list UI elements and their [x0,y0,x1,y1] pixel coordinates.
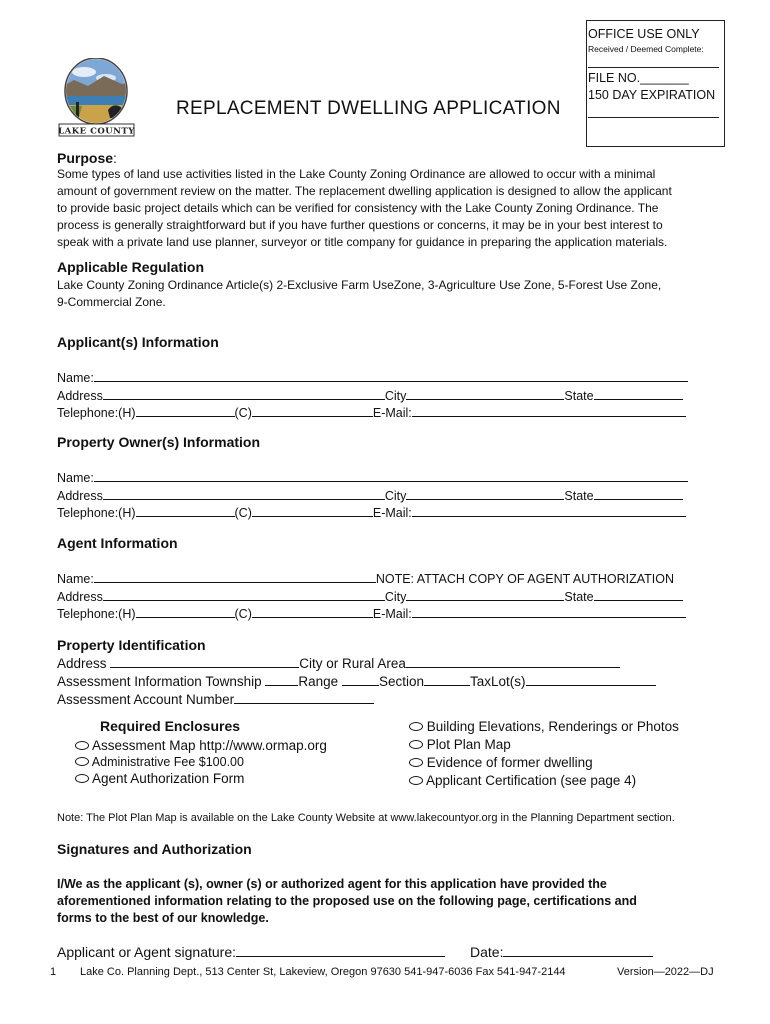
enclosure-label: Plot Plan Map [426,737,511,752]
address-label: Address [57,388,103,403]
section-label: Section [378,674,424,689]
signatures-heading: Signatures and Authorization [57,841,252,857]
state-label: State [564,589,594,604]
date-field[interactable] [503,944,653,957]
enclosure-label: Agent Authorization Form [92,771,245,786]
email-label: E-Mail: [372,607,412,621]
account-row [57,691,697,709]
city-rural-label: City or Rural Area [299,656,406,671]
range-field[interactable] [342,673,379,686]
enclosure-radio[interactable] [409,758,423,767]
enclosure-radio[interactable] [75,774,89,783]
logo-graphic [56,58,136,140]
taxlot-label: TaxLot(s) [469,674,526,689]
taxlot-field[interactable] [526,673,656,686]
enclosure-label: Assessment Map http://www.ormap.org [92,738,327,753]
footer-address: Lake Co. Planning Dept., 513 Center St, Lakeview, Oregon 97630 541-947-6036 Fax 541-947-2144 [80,966,566,978]
agent-city-field[interactable] [406,588,564,601]
enclosure-item-left [75,755,244,769]
account-field[interactable] [234,691,374,704]
agent-fields [57,570,717,623]
range-label: Range [298,674,339,689]
enclosure-item-right [409,773,636,788]
owner-fields [57,469,697,522]
date-row [470,944,653,960]
purpose-line: Some types of land use activities listed in the Lake County Zoning Ordinance are allowed to occur with a minimal [57,167,656,181]
name-label: Name: [57,371,94,385]
office-use-title: OFFICE USE ONLY [588,27,700,41]
logo-text: LAKE COUNTY [58,126,135,137]
applicant-heading: Applicant(s) Information [57,334,219,350]
received-label: Received / Deemed Complete: [588,44,704,54]
township-field[interactable] [265,673,298,686]
c-label: (C) [234,506,252,520]
enclosure-label: Evidence of former dwelling [426,755,593,770]
address-label: Address [57,488,103,503]
name-label: Name: [57,471,94,485]
regulation-heading: Applicable Regulation [57,259,205,275]
signature-field[interactable] [236,944,445,957]
owner-address-row [57,487,697,505]
applicant-address-field[interactable] [103,387,385,400]
agent-state-field[interactable] [594,588,683,601]
enclosure-item-right [409,755,593,770]
statement-line: I/We as the applicant (s), owner (s) or authorized agent for this application have provided the [57,877,607,891]
enclosure-label: Administrative Fee $100.00 [91,755,244,769]
applicant-telephone-row [57,404,697,422]
expiration-line [588,117,719,118]
property-address-field[interactable] [110,655,299,668]
file-no-label: FILE NO._______ [588,71,689,85]
city-label: City [384,589,407,604]
property-heading: Property Identification [57,637,206,653]
owner-phone-h-field[interactable] [136,504,235,517]
assessment-row [57,673,697,691]
enclosure-radio[interactable] [409,740,423,749]
footer-version: Version—2022—DJ [617,966,714,978]
agent-address-field[interactable] [103,588,385,601]
applicant-address-row [57,387,697,405]
applicant-phone-c-field[interactable] [252,404,373,417]
enclosure-radio[interactable] [75,757,89,766]
authorization-statement [57,876,737,927]
applicant-city-field[interactable] [406,387,564,400]
enclosure-item-left [75,738,327,753]
owner-name-field[interactable] [94,469,688,482]
property-address-row [57,655,697,673]
owner-email-field[interactable] [412,504,686,517]
applicant-name-field[interactable] [94,369,688,382]
regulation-line: Lake County Zoning Ordinance Article(s) 2-Exclusive Farm UseZone, 3-Agriculture Use Zone, 5-Forest Use Zone, [57,278,662,292]
regulation-line: 9-Commercial Zone. [57,295,166,309]
applicant-phone-h-field[interactable] [136,404,235,417]
agent-email-field[interactable] [412,605,686,618]
state-label: State [564,388,594,403]
owner-address-field[interactable] [103,487,385,500]
property-fields [57,655,697,709]
agent-name-row [57,570,717,588]
owner-state-field[interactable] [594,487,683,500]
account-label: Assessment Account Number [57,692,235,707]
c-label: (C) [234,607,252,621]
page-title: REPLACEMENT DWELLING APPLICATION [176,98,561,119]
date-label: Date: [470,944,504,960]
agent-name-field[interactable] [94,570,376,583]
plot-plan-note: Note: The Plot Plan Map is available on the Lake County Website at www.lakecountyor.org in the Planning Department section. [57,812,675,824]
lake-county-logo [56,58,136,140]
purpose-colon: : [113,150,117,166]
purpose-line: process is generally straightforward but if you have further questions or concerns, it may be in your best interest to [57,218,663,232]
applicant-fields [57,369,697,422]
owner-heading: Property Owner(s) Information [57,434,261,450]
purpose-heading [57,150,117,166]
telephone-h-label: Telephone:(H) [57,607,136,621]
agent-telephone-row [57,605,717,623]
owner-phone-c-field[interactable] [252,504,373,517]
enclosure-item-right [409,737,511,752]
owner-city-field[interactable] [406,487,564,500]
township-label: Assessment Information Township [57,674,262,689]
address-label: Address [57,589,103,604]
received-line [588,67,719,68]
state-label: State [564,488,594,503]
purpose-line: speak with a private land use planner, surveyor or title company for guidance in preparing the application materials. [57,235,668,249]
regulation-text [57,277,737,311]
c-label: (C) [234,406,252,420]
email-label: E-Mail: [372,506,412,520]
enclosures-heading: Required Enclosures [100,718,241,734]
telephone-h-label: Telephone:(H) [57,406,136,420]
name-label: Name: [57,572,94,586]
email-label: E-Mail: [372,406,412,420]
purpose-line: amount of government review on the matter. The replacement dwelling application is designed to allow the applicant [57,184,672,198]
page-number: 1 [50,966,57,978]
purpose-text [57,166,737,251]
agent-phone-h-field[interactable] [136,605,235,618]
section-field[interactable] [424,673,470,686]
enclosure-item-right [409,719,679,734]
enclosure-label: Building Elevations, Renderings or Photos [426,719,679,734]
enclosure-label: Applicant Certification (see page 4) [426,773,637,788]
enclosure-radio[interactable] [409,722,423,731]
agent-address-row [57,588,717,606]
applicant-email-field[interactable] [412,404,686,417]
owner-name-row [57,469,697,487]
statement-line: aforementioned information relating to the proposed use on the following page, certifications and [57,894,637,908]
enclosure-item-left [75,771,244,786]
day-expiration-label: 150 DAY EXPIRATION [588,88,716,102]
agent-heading: Agent Information [57,535,178,551]
telephone-h-label: Telephone:(H) [57,506,136,520]
purpose-line: to provide basic project details which can be verified for consistency with the Lake County Zoning Ordinance. The [57,201,659,215]
signature-label: Applicant or Agent signature: [57,944,237,960]
city-label: City [384,388,407,403]
enclosure-radio[interactable] [409,776,423,785]
enclosure-radio[interactable] [75,741,89,750]
agent-note: NOTE: ATTACH COPY OF AGENT AUTHORIZATION [375,572,675,586]
signature-row [57,944,445,960]
owner-telephone-row [57,504,697,522]
agent-phone-c-field[interactable] [252,605,373,618]
statement-line: forms to the best of our knowledge. [57,911,269,925]
city-label: City [384,488,407,503]
purpose-heading-text: Purpose [57,150,114,166]
applicant-name-row [57,369,697,387]
property-address-label: Address [57,656,107,671]
city-rural-field[interactable] [406,655,620,668]
applicant-state-field[interactable] [594,387,683,400]
